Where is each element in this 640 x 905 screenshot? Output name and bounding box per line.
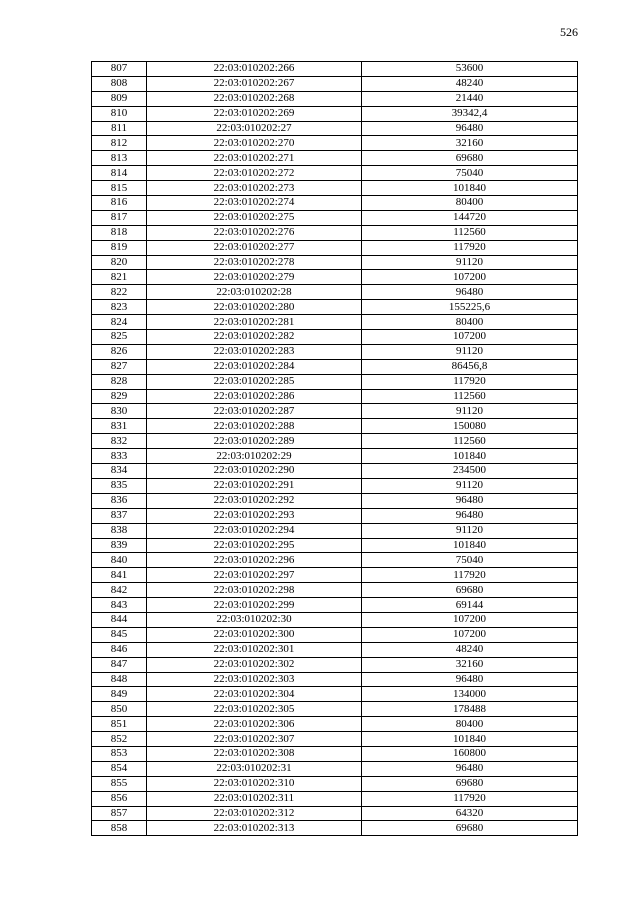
- cadastral-number-cell: 22:03:010202:276: [147, 225, 362, 240]
- row-number-cell: 810: [92, 106, 147, 121]
- table-row: [92, 434, 578, 449]
- value-cell: 86456,8: [362, 359, 578, 374]
- cadastral-table: [91, 61, 578, 836]
- row-number-cell: 857: [92, 806, 147, 821]
- cadastral-number-cell: 22:03:010202:287: [147, 404, 362, 419]
- value-cell: 101840: [362, 449, 578, 464]
- table-row: [92, 464, 578, 479]
- value-cell: 69680: [362, 776, 578, 791]
- row-number-cell: 839: [92, 538, 147, 553]
- cadastral-number-cell: 22:03:010202:291: [147, 478, 362, 493]
- row-number-cell: 825: [92, 330, 147, 345]
- value-cell: 53600: [362, 62, 578, 77]
- table-row: [92, 270, 578, 285]
- value-cell: 96480: [362, 121, 578, 136]
- row-number-cell: 829: [92, 389, 147, 404]
- value-cell: 107200: [362, 330, 578, 345]
- value-cell: 160800: [362, 746, 578, 761]
- cadastral-number-cell: 22:03:010202:275: [147, 210, 362, 225]
- value-cell: 69680: [362, 583, 578, 598]
- cadastral-number-cell: 22:03:010202:277: [147, 240, 362, 255]
- row-number-cell: 817: [92, 210, 147, 225]
- table-row: [92, 181, 578, 196]
- value-cell: 117920: [362, 568, 578, 583]
- row-number-cell: 823: [92, 300, 147, 315]
- cadastral-number-cell: 22:03:010202:307: [147, 732, 362, 747]
- table-row: [92, 687, 578, 702]
- table-row: [92, 389, 578, 404]
- cadastral-number-cell: 22:03:010202:281: [147, 315, 362, 330]
- value-cell: 39342,4: [362, 106, 578, 121]
- cadastral-number-cell: 22:03:010202:30: [147, 612, 362, 627]
- cadastral-number-cell: 22:03:010202:274: [147, 196, 362, 211]
- cadastral-number-cell: 22:03:010202:288: [147, 419, 362, 434]
- row-number-cell: 828: [92, 374, 147, 389]
- table-row: [92, 642, 578, 657]
- row-number-cell: 830: [92, 404, 147, 419]
- row-number-cell: 821: [92, 270, 147, 285]
- row-number-cell: 809: [92, 91, 147, 106]
- table-row: [92, 508, 578, 523]
- value-cell: 134000: [362, 687, 578, 702]
- value-cell: 101840: [362, 732, 578, 747]
- row-number-cell: 834: [92, 464, 147, 479]
- table-row: [92, 523, 578, 538]
- row-number-cell: 826: [92, 344, 147, 359]
- table-row: [92, 806, 578, 821]
- cadastral-number-cell: 22:03:010202:289: [147, 434, 362, 449]
- table-row: [92, 821, 578, 836]
- table-row: [92, 717, 578, 732]
- value-cell: 48240: [362, 642, 578, 657]
- table-row: [92, 627, 578, 642]
- cadastral-number-cell: 22:03:010202:305: [147, 702, 362, 717]
- table-row: [92, 300, 578, 315]
- table-row: [92, 225, 578, 240]
- value-cell: 117920: [362, 791, 578, 806]
- row-number-cell: 851: [92, 717, 147, 732]
- page-number: 526: [560, 25, 578, 39]
- value-cell: 155225,6: [362, 300, 578, 315]
- cadastral-number-cell: 22:03:010202:27: [147, 121, 362, 136]
- row-number-cell: 855: [92, 776, 147, 791]
- value-cell: 75040: [362, 166, 578, 181]
- row-number-cell: 813: [92, 151, 147, 166]
- value-cell: 32160: [362, 657, 578, 672]
- row-number-cell: 816: [92, 196, 147, 211]
- row-number-cell: 833: [92, 449, 147, 464]
- cadastral-number-cell: 22:03:010202:293: [147, 508, 362, 523]
- row-number-cell: 818: [92, 225, 147, 240]
- cadastral-number-cell: 22:03:010202:272: [147, 166, 362, 181]
- cadastral-number-cell: 22:03:010202:306: [147, 717, 362, 732]
- table-row: [92, 776, 578, 791]
- row-number-cell: 852: [92, 732, 147, 747]
- row-number-cell: 844: [92, 612, 147, 627]
- value-cell: 107200: [362, 612, 578, 627]
- table-row: [92, 91, 578, 106]
- value-cell: 80400: [362, 717, 578, 732]
- cadastral-number-cell: 22:03:010202:300: [147, 627, 362, 642]
- table-row: [92, 746, 578, 761]
- table-row: [92, 76, 578, 91]
- value-cell: 80400: [362, 196, 578, 211]
- row-number-cell: 845: [92, 627, 147, 642]
- cadastral-number-cell: 22:03:010202:311: [147, 791, 362, 806]
- cadastral-number-cell: 22:03:010202:313: [147, 821, 362, 836]
- table-row: [92, 553, 578, 568]
- table-row: [92, 612, 578, 627]
- value-cell: 117920: [362, 240, 578, 255]
- table-row: [92, 136, 578, 151]
- table-row: [92, 121, 578, 136]
- row-number-cell: 808: [92, 76, 147, 91]
- table-row: [92, 166, 578, 181]
- table-row: [92, 344, 578, 359]
- value-cell: 234500: [362, 464, 578, 479]
- row-number-cell: 841: [92, 568, 147, 583]
- table-row: [92, 702, 578, 717]
- row-number-cell: 853: [92, 746, 147, 761]
- value-cell: 69680: [362, 151, 578, 166]
- row-number-cell: 827: [92, 359, 147, 374]
- row-number-cell: 842: [92, 583, 147, 598]
- cadastral-number-cell: 22:03:010202:284: [147, 359, 362, 374]
- row-number-cell: 848: [92, 672, 147, 687]
- value-cell: 48240: [362, 76, 578, 91]
- cadastral-number-cell: 22:03:010202:303: [147, 672, 362, 687]
- value-cell: 178488: [362, 702, 578, 717]
- cadastral-number-cell: 22:03:010202:278: [147, 255, 362, 270]
- cadastral-number-cell: 22:03:010202:270: [147, 136, 362, 151]
- cadastral-number-cell: 22:03:010202:295: [147, 538, 362, 553]
- row-number-cell: 838: [92, 523, 147, 538]
- table-row: [92, 285, 578, 300]
- cadastral-number-cell: 22:03:010202:266: [147, 62, 362, 77]
- cadastral-number-cell: 22:03:010202:292: [147, 493, 362, 508]
- table-row: [92, 240, 578, 255]
- cadastral-number-cell: 22:03:010202:268: [147, 91, 362, 106]
- cadastral-number-cell: 22:03:010202:294: [147, 523, 362, 538]
- value-cell: 117920: [362, 374, 578, 389]
- value-cell: 75040: [362, 553, 578, 568]
- value-cell: 80400: [362, 315, 578, 330]
- cadastral-number-cell: 22:03:010202:310: [147, 776, 362, 791]
- cadastral-number-cell: 22:03:010202:308: [147, 746, 362, 761]
- value-cell: 96480: [362, 508, 578, 523]
- cadastral-number-cell: 22:03:010202:301: [147, 642, 362, 657]
- value-cell: 91120: [362, 404, 578, 419]
- cadastral-number-cell: 22:03:010202:271: [147, 151, 362, 166]
- cadastral-number-cell: 22:03:010202:299: [147, 598, 362, 613]
- value-cell: 150080: [362, 419, 578, 434]
- cadastral-number-cell: 22:03:010202:297: [147, 568, 362, 583]
- table-row: [92, 255, 578, 270]
- table-row: [92, 151, 578, 166]
- row-number-cell: 840: [92, 553, 147, 568]
- value-cell: 101840: [362, 181, 578, 196]
- table-row: [92, 672, 578, 687]
- cadastral-number-cell: 22:03:010202:269: [147, 106, 362, 121]
- cadastral-number-cell: 22:03:010202:273: [147, 181, 362, 196]
- row-number-cell: 846: [92, 642, 147, 657]
- table-row: [92, 493, 578, 508]
- value-cell: 96480: [362, 761, 578, 776]
- cadastral-number-cell: 22:03:010202:298: [147, 583, 362, 598]
- table-row: [92, 315, 578, 330]
- row-number-cell: 807: [92, 62, 147, 77]
- value-cell: 96480: [362, 285, 578, 300]
- row-number-cell: 815: [92, 181, 147, 196]
- value-cell: 91120: [362, 255, 578, 270]
- row-number-cell: 847: [92, 657, 147, 672]
- value-cell: 112560: [362, 434, 578, 449]
- cadastral-number-cell: 22:03:010202:302: [147, 657, 362, 672]
- value-cell: 112560: [362, 225, 578, 240]
- value-cell: 101840: [362, 538, 578, 553]
- row-number-cell: 822: [92, 285, 147, 300]
- cadastral-number-cell: 22:03:010202:286: [147, 389, 362, 404]
- row-number-cell: 835: [92, 478, 147, 493]
- row-number-cell: 819: [92, 240, 147, 255]
- table-row: [92, 359, 578, 374]
- cadastral-number-cell: 22:03:010202:285: [147, 374, 362, 389]
- value-cell: 69144: [362, 598, 578, 613]
- table-row: [92, 478, 578, 493]
- cadastral-number-cell: 22:03:010202:312: [147, 806, 362, 821]
- value-cell: 96480: [362, 672, 578, 687]
- table-row: [92, 732, 578, 747]
- table-row: [92, 210, 578, 225]
- cadastral-number-cell: 22:03:010202:304: [147, 687, 362, 702]
- table-row: [92, 419, 578, 434]
- cadastral-number-cell: 22:03:010202:280: [147, 300, 362, 315]
- value-cell: 91120: [362, 523, 578, 538]
- table-row: [92, 106, 578, 121]
- row-number-cell: 832: [92, 434, 147, 449]
- table-row: [92, 761, 578, 776]
- row-number-cell: 850: [92, 702, 147, 717]
- table-row: [92, 374, 578, 389]
- table-row: [92, 449, 578, 464]
- cadastral-number-cell: 22:03:010202:279: [147, 270, 362, 285]
- value-cell: 32160: [362, 136, 578, 151]
- cadastral-number-cell: 22:03:010202:28: [147, 285, 362, 300]
- table-row: [92, 791, 578, 806]
- cadastral-number-cell: 22:03:010202:267: [147, 76, 362, 91]
- row-number-cell: 837: [92, 508, 147, 523]
- value-cell: 107200: [362, 270, 578, 285]
- row-number-cell: 836: [92, 493, 147, 508]
- value-cell: 144720: [362, 210, 578, 225]
- table-row: [92, 598, 578, 613]
- row-number-cell: 849: [92, 687, 147, 702]
- cadastral-number-cell: 22:03:010202:282: [147, 330, 362, 345]
- row-number-cell: 843: [92, 598, 147, 613]
- value-cell: 112560: [362, 389, 578, 404]
- table-row: [92, 568, 578, 583]
- cadastral-number-cell: 22:03:010202:296: [147, 553, 362, 568]
- table-row: [92, 538, 578, 553]
- value-cell: 107200: [362, 627, 578, 642]
- table-body: [92, 62, 578, 836]
- row-number-cell: 854: [92, 761, 147, 776]
- row-number-cell: 831: [92, 419, 147, 434]
- row-number-cell: 820: [92, 255, 147, 270]
- row-number-cell: 814: [92, 166, 147, 181]
- value-cell: 21440: [362, 91, 578, 106]
- cadastral-number-cell: 22:03:010202:283: [147, 344, 362, 359]
- table-row: [92, 330, 578, 345]
- table-row: [92, 404, 578, 419]
- value-cell: 96480: [362, 493, 578, 508]
- row-number-cell: 856: [92, 791, 147, 806]
- value-cell: 64320: [362, 806, 578, 821]
- cadastral-number-cell: 22:03:010202:29: [147, 449, 362, 464]
- value-cell: 91120: [362, 344, 578, 359]
- value-cell: 91120: [362, 478, 578, 493]
- cadastral-number-cell: 22:03:010202:290: [147, 464, 362, 479]
- row-number-cell: 858: [92, 821, 147, 836]
- table-row: [92, 657, 578, 672]
- table-row: [92, 196, 578, 211]
- table-row: [92, 583, 578, 598]
- table-row: [92, 62, 578, 77]
- row-number-cell: 812: [92, 136, 147, 151]
- value-cell: 69680: [362, 821, 578, 836]
- cadastral-number-cell: 22:03:010202:31: [147, 761, 362, 776]
- row-number-cell: 824: [92, 315, 147, 330]
- row-number-cell: 811: [92, 121, 147, 136]
